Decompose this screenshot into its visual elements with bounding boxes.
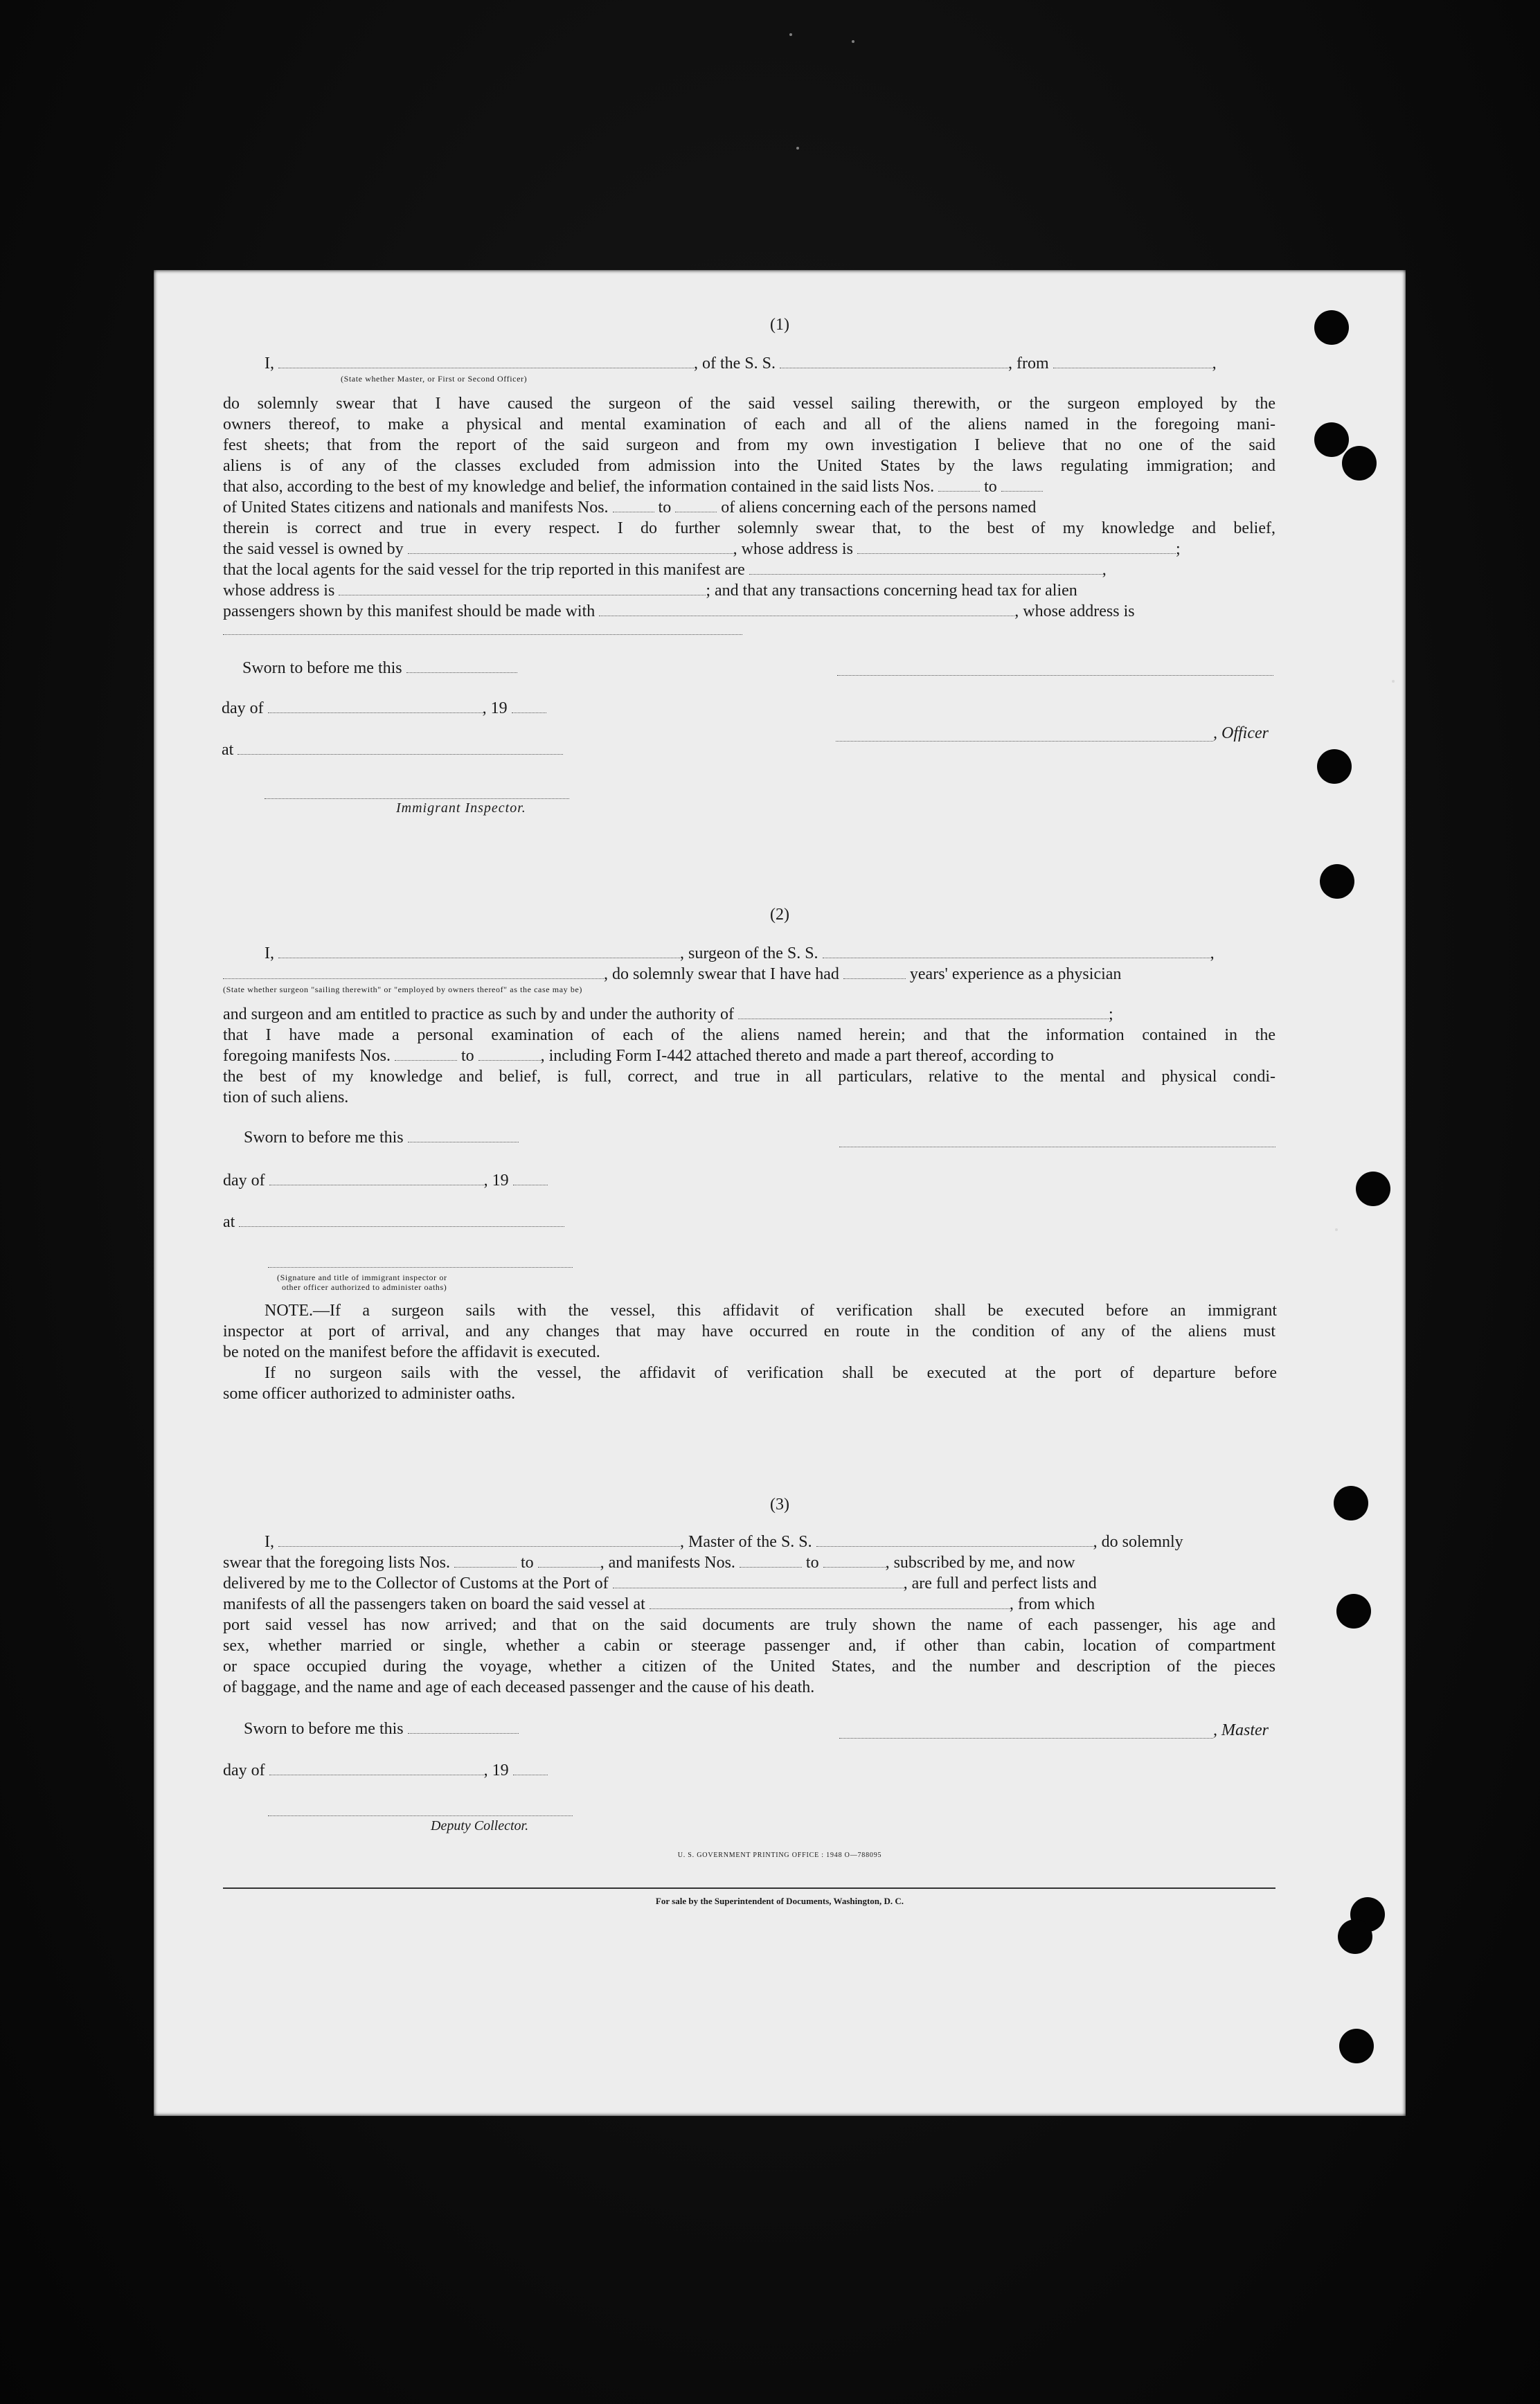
s3-l3-b: , are full and perfect lists and [903, 1575, 1097, 1593]
punch-hole [1314, 310, 1349, 345]
s1-sworn-label [242, 659, 517, 678]
s1-pass-b: , whose address is [1014, 602, 1135, 620]
affidavit-form-sheet [154, 270, 1406, 2116]
s1-own-b: , whose address is [733, 540, 853, 558]
s1-manifest-to-field[interactable] [675, 499, 717, 512]
s2-years-field[interactable] [843, 966, 906, 979]
s1-year-field[interactable] [512, 700, 546, 713]
s2-sig-note-1: (Signature and title of immigrant inspector or [277, 1273, 447, 1282]
s2-l3-a: and surgeon and am entitled to practice as such by and under the authority of [223, 1005, 734, 1023]
s2-manifest-to-field[interactable] [478, 1048, 541, 1061]
s1-agents-a: that the local agents for the said vessel for the trip reported in this manifest are [223, 561, 745, 579]
s3-collector-sign-field[interactable] [268, 1815, 573, 1816]
s3-year-text: , 19 [483, 1761, 509, 1779]
s1-agents-line [223, 559, 1275, 580]
s1-inspector-label: Immigrant Inspector. [396, 800, 526, 816]
s1-sworn-date-field[interactable] [406, 660, 517, 673]
footer-rule [223, 1887, 1275, 1889]
s2-sailing-note: (State whether surgeon "sailing therewith" or "employed by owners thereof" as the case may be) [223, 985, 582, 994]
s3-l4-b: , from which [1009, 1595, 1095, 1613]
s1-list-to-field[interactable] [1001, 478, 1043, 492]
s1-officer-label: , Officer [1213, 724, 1269, 742]
s3-body-line: or space occupied during the voyage, whether a citizen of the United States, and the number and description of the pieces [223, 1658, 1275, 1676]
s3-l1-c: , do solemnly [1093, 1533, 1183, 1551]
s2-surgeon-field[interactable] [278, 945, 680, 958]
s1-pass-a: passengers shown by this manifest should be made with [223, 602, 596, 620]
s3-l2-e: , subscribed by me, and now [885, 1554, 1075, 1572]
section-1-number: (1) [770, 316, 789, 334]
s1-addr-a: whose address is [223, 582, 335, 600]
film-speck [796, 147, 799, 150]
s2-sig-note-2: other officer authorized to administer oaths) [282, 1282, 447, 1292]
s2-note-line: NOTE.—If a surgeon sails with the vessel, this affidavit of verification shall be executed before an immigrant [265, 1302, 1277, 1320]
s1-lists-a: that also, according to the best of my knowledge and belief, the information contained in the said lists Nos. [223, 478, 935, 496]
s1-l1-c: , from [1008, 355, 1049, 373]
s3-lists-to-field[interactable] [538, 1554, 600, 1568]
s2-at-text: at [223, 1213, 235, 1231]
s1-man-c: of aliens concerning each of the persons named [721, 499, 1037, 517]
s2-sworn-date-field[interactable] [408, 1129, 519, 1142]
s2-at-field[interactable] [239, 1214, 564, 1227]
s3-vessel-field[interactable] [816, 1534, 1093, 1547]
punch-hole [1342, 446, 1377, 481]
s2-day-field[interactable] [269, 1172, 484, 1185]
footer-sale-note: For sale by the Superintendent of Documents, Washington, D. C. [655, 1896, 904, 1906]
s1-officer-sign-field[interactable] [836, 741, 1213, 742]
s1-agents-b: , [1102, 561, 1107, 579]
s3-l2-a: swear that the foregoing lists Nos. [223, 1554, 450, 1572]
s1-officer-field[interactable] [278, 355, 694, 368]
punch-hole [1356, 1172, 1390, 1206]
s3-day-field[interactable] [269, 1762, 484, 1775]
s2-day-text: day of [223, 1172, 265, 1190]
s3-manifests-to-field[interactable] [823, 1554, 886, 1568]
s2-line-2 [223, 964, 1275, 985]
s1-headtax-field[interactable] [599, 603, 1014, 616]
s1-therein-line: therein is correct and true in every respect. I do further solemnly swear that, to the best of my knowledge and belief, [223, 519, 1275, 537]
film-speck [1392, 680, 1395, 683]
s3-day-text: day of [223, 1761, 265, 1779]
s2-l1-b: , surgeon of the S. S. [680, 944, 818, 962]
s1-man-b: to [658, 499, 672, 517]
s2-manifest-from-field[interactable] [395, 1048, 457, 1061]
s2-note-line: inspector at port of arrival, and any changes that may have occurred en route in the condition of any of the aliens must [223, 1322, 1275, 1340]
s3-lists-from-field[interactable] [454, 1554, 517, 1568]
s1-agents-field[interactable] [749, 562, 1102, 575]
s1-at [222, 741, 563, 760]
punch-hole [1314, 422, 1349, 457]
s3-body-line: port said vessel has now arrived; and that on the said documents are truly shown the name of each passenger, his age and [223, 1616, 1275, 1634]
s1-own-a: the said vessel is owned by [223, 540, 404, 558]
s1-address-line [223, 580, 1275, 601]
s1-passengers-line [223, 601, 1275, 622]
s2-year-text: , 19 [483, 1172, 509, 1190]
s3-l1-a: I, [265, 1533, 274, 1551]
punch-hole [1339, 2029, 1374, 2063]
s1-day-field[interactable] [268, 700, 483, 713]
section-2-number: (2) [770, 906, 789, 924]
s1-sworn-text: Sworn to before me this [242, 659, 402, 677]
s2-l5-c: , including Form I-442 attached thereto and made a part thereof, according to [540, 1047, 1054, 1065]
s1-line-1 [223, 353, 1275, 374]
s3-master-sign-field[interactable] [839, 1738, 1213, 1739]
s2-sworn-label [244, 1129, 519, 1147]
s2-day-of [223, 1172, 548, 1190]
s1-l1-b: , of the S. S. [694, 355, 776, 373]
s3-sworn-label [244, 1720, 519, 1739]
film-speck [789, 33, 792, 36]
s2-authority-field[interactable] [738, 1006, 1109, 1019]
s1-list-from-field[interactable] [938, 478, 980, 492]
s1-own-c: ; [1175, 540, 1181, 558]
s1-manifest-from-field[interactable] [613, 499, 654, 512]
s1-body-line: do solemnly swear that I have caused the surgeon of the said vessel sailing therewith, or the surgeon employed by the [223, 395, 1275, 413]
film-speck [852, 40, 854, 43]
s3-l2-b: to [520, 1554, 534, 1572]
s3-l2-c: , and manifests Nos. [600, 1554, 735, 1572]
s1-body-line: fest sheets; that from the report of the said surgeon and from my own investigation I believe that no one of the said [223, 436, 1275, 454]
s2-if-line: some officer authorized to administer oaths. [223, 1385, 516, 1403]
punch-hole [1317, 749, 1352, 784]
s1-year-text: , 19 [482, 699, 508, 717]
s1-officer-note: (State whether Master, or First or Second Officer) [341, 374, 528, 384]
s2-at [223, 1213, 564, 1232]
s2-l5-b: to [460, 1047, 474, 1065]
s3-line-3 [223, 1573, 1275, 1594]
s2-l2-a: , do solemnly swear that I have had [604, 965, 839, 983]
s3-sworn-date-field[interactable] [408, 1721, 519, 1734]
s3-line-2 [223, 1552, 1275, 1573]
s3-manifests-from-field[interactable] [740, 1554, 802, 1568]
s2-l1-c: , [1210, 944, 1215, 962]
s1-body-line: aliens is of any of the classes excluded from admission into the United States by the laws regulating immigration; and [223, 457, 1275, 475]
s1-day-of [222, 699, 546, 718]
s2-line-7: tion of such aliens. [223, 1088, 349, 1106]
s1-l1-a: I, [265, 355, 274, 373]
s2-note-line: be noted on the manifest before the affidavit is executed. [223, 1343, 600, 1361]
s3-l4-a: manifests of all the passengers taken on board the said vessel at [223, 1595, 645, 1613]
s3-year-field[interactable] [513, 1762, 548, 1775]
s3-day-of [223, 1761, 548, 1780]
s2-l1-a: I, [265, 944, 274, 962]
s1-owned-line [223, 539, 1275, 559]
s3-line-1 [223, 1532, 1275, 1552]
s3-body-line: sex, whether married or single, whether a cabin or steerage passenger and, if other than cabin, location of compartment [223, 1637, 1275, 1655]
s1-addr-b: ; and that any transactions concerning head tax for alien [706, 582, 1077, 600]
s3-collector-label: Deputy Collector. [431, 1818, 529, 1833]
punch-hole [1336, 1594, 1371, 1629]
s1-lists-b: to [984, 478, 997, 496]
s1-at-field[interactable] [238, 742, 563, 755]
s1-l1-d: , [1212, 355, 1217, 373]
s3-boarding-port-field[interactable] [650, 1596, 1010, 1609]
s3-line-4 [223, 1594, 1275, 1615]
s2-inspector-sign-field[interactable] [268, 1267, 573, 1268]
s2-vessel-field[interactable] [823, 945, 1210, 958]
s2-l5-a: foregoing manifests Nos. [223, 1047, 391, 1065]
punch-hole [1334, 1486, 1368, 1521]
s1-body-line: owners thereof, to make a physical and mental examination of each and all of the aliens named in the foregoing mani- [223, 415, 1275, 433]
s3-sworn-text: Sworn to before me this [244, 1720, 404, 1738]
punch-hole [1338, 1919, 1372, 1954]
punch-hole [1320, 864, 1354, 899]
s1-signature-field[interactable] [837, 675, 1273, 676]
s1-headtax-address-field[interactable] [223, 634, 742, 635]
s2-line-5 [223, 1046, 1275, 1066]
s2-l2-b: years' experience as a physician [909, 965, 1122, 983]
s1-from-field[interactable] [1053, 355, 1212, 368]
s1-owner-address-field[interactable] [857, 541, 1176, 554]
s2-line-3 [223, 1004, 1275, 1025]
section-3-number: (3) [770, 1496, 789, 1514]
s1-at-text: at [222, 741, 234, 759]
s3-body-line: of baggage, and the name and age of each deceased passenger and the cause of his death. [223, 1678, 815, 1696]
s1-man-a: of United States citizens and nationals and manifests Nos. [223, 499, 609, 517]
s3-l2-d: to [805, 1554, 819, 1572]
s1-lists-line [223, 476, 1275, 497]
s2-l3-b: ; [1109, 1005, 1113, 1023]
gpo-imprint: U. S. GOVERNMENT PRINTING OFFICE : 1948 O—788095 [677, 1851, 882, 1859]
s1-agents-address-field[interactable] [339, 582, 706, 595]
s2-sailing-field[interactable] [223, 966, 604, 979]
s3-l1-b: , Master of the S. S. [680, 1533, 812, 1551]
s2-year-field[interactable] [513, 1172, 548, 1185]
s3-master-label: , Master [1213, 1721, 1269, 1739]
s2-line-4: that I have made a personal examination of each of the aliens named herein; and that the information contained in the [223, 1026, 1275, 1044]
s2-line-6: the best of my knowledge and belief, is full, correct, and true in all particulars, relative to the mental and physical condi- [223, 1068, 1275, 1086]
s3-l3-a: delivered by me to the Collector of Customs at the Port of [223, 1575, 609, 1593]
s3-master-field[interactable] [278, 1534, 680, 1547]
s1-manifests-line [223, 497, 1275, 518]
s1-day-text: day of [222, 699, 264, 717]
s2-if-line: If no surgeon sails with the vessel, the affidavit of verification shall be executed at the port of departure before [265, 1364, 1277, 1382]
s1-vessel-field[interactable] [780, 355, 1008, 368]
s2-sworn-text: Sworn to before me this [244, 1129, 404, 1147]
s1-inspector-sign-field[interactable] [265, 798, 569, 799]
s2-line-1 [223, 943, 1275, 964]
s3-port-field[interactable] [613, 1575, 904, 1588]
s1-owner-field[interactable] [408, 541, 733, 554]
film-speck [1335, 1228, 1338, 1231]
